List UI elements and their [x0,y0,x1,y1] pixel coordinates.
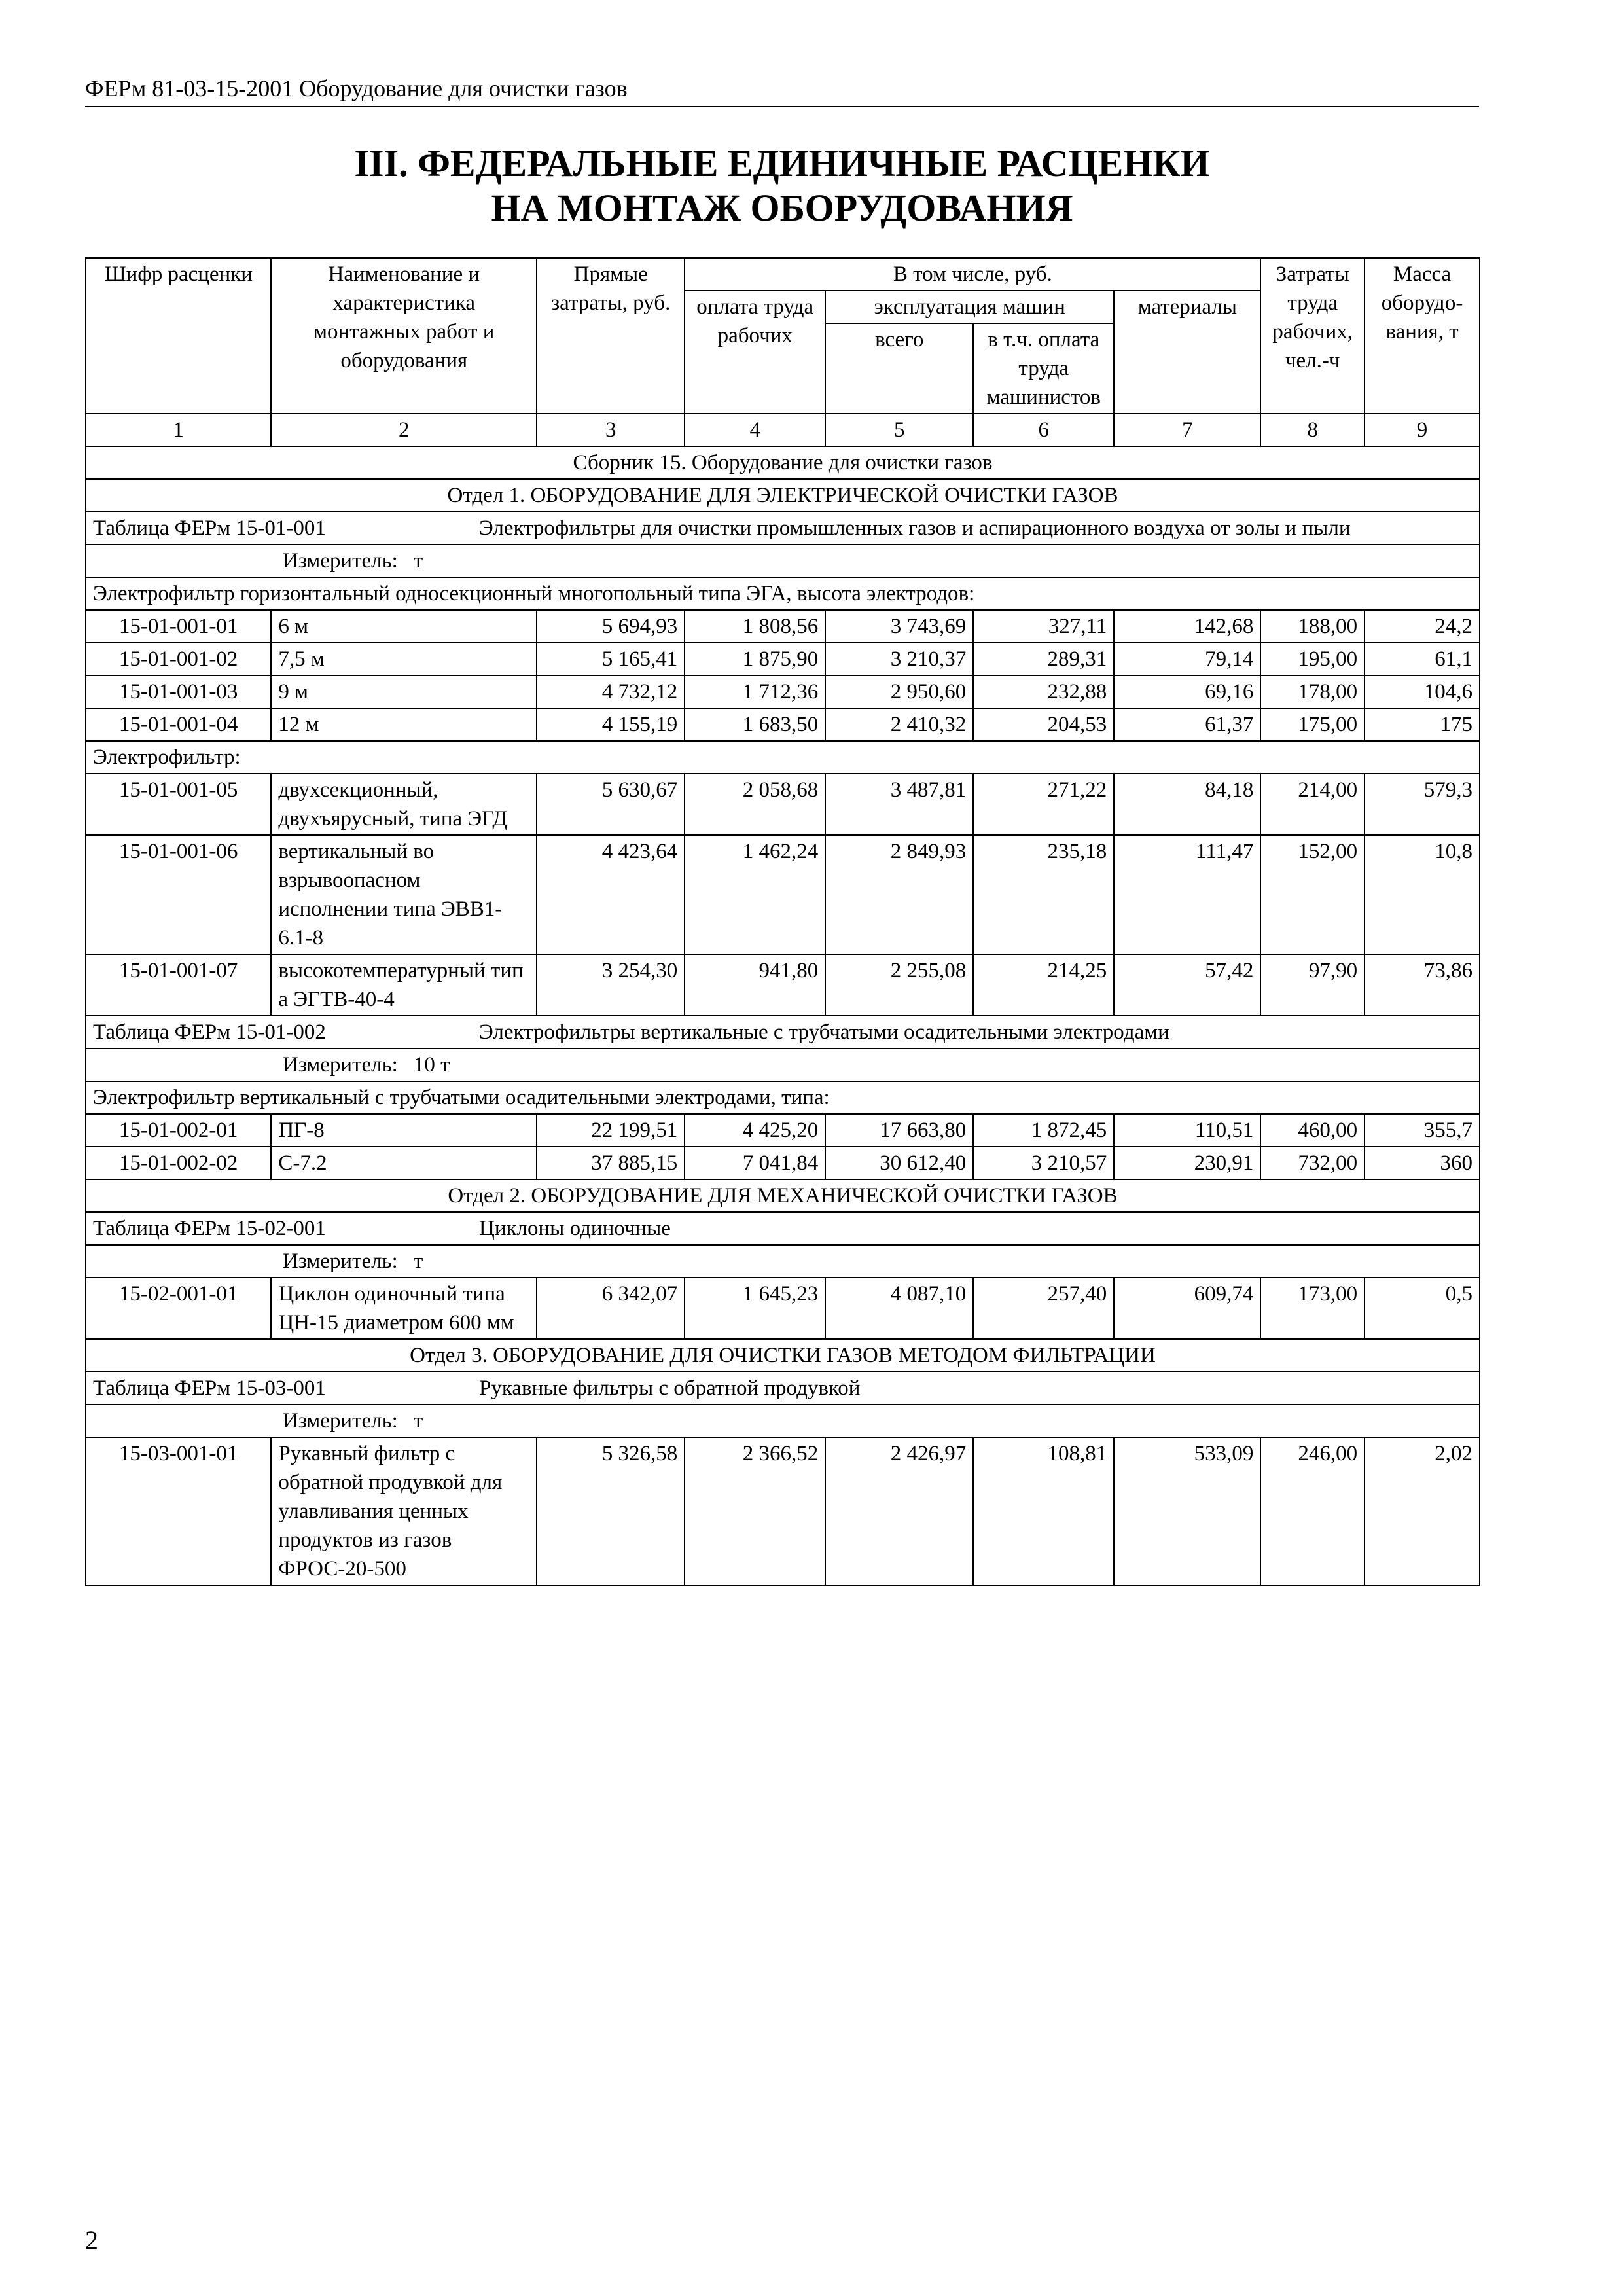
rate-code: 15-01-001-02 [86,643,271,675]
mass: 104,6 [1364,675,1480,708]
column-number: 3 [537,414,685,446]
table-row [86,1147,1480,1179]
column-number: 5 [825,414,973,446]
table-row [86,675,1480,708]
machines-total: 2 410,32 [825,708,973,741]
machines-total: 30 612,40 [825,1147,973,1179]
machines-total: 2 255,08 [825,954,973,1016]
labor: 460,00 [1260,1114,1364,1147]
rate-name: высокотемпературный типа ЭГТВ-40-4 [271,954,537,1016]
table-id: Таблица ФЕРм 15-02-001 [93,1217,326,1240]
header-including: В том числе, руб. [685,258,1260,291]
machinist-wages: 235,18 [973,835,1114,954]
table-header [86,258,1480,446]
table-name: Электрофильтры для очистки промышленных газов и аспирационного воздуха от золы и пыли [479,516,1351,540]
mass: 73,86 [1364,954,1480,1016]
machinist-wages: 108,81 [973,1437,1114,1585]
direct-costs: 22 199,51 [537,1114,685,1147]
section-title: Отдел 1. ОБОРУДОВАНИЕ ДЛЯ ЭЛЕКТРИЧЕСКОЙ ОЧИСТКИ ГАЗОВ [86,479,1480,512]
meter-label: Измеритель: [283,549,398,573]
machinist-wages: 289,31 [973,643,1114,675]
materials: 61,37 [1114,708,1260,741]
machinist-wages: 214,25 [973,954,1114,1016]
rate-code: 15-01-002-02 [86,1147,271,1179]
labor: 188,00 [1260,610,1364,643]
mass: 360 [1364,1147,1480,1179]
labor: 175,00 [1260,708,1364,741]
materials: 79,14 [1114,643,1260,675]
header-name: Наименование и характеристика монтажных работ и оборудования [271,258,537,414]
materials: 84,18 [1114,774,1260,835]
direct-costs: 4 155,19 [537,708,685,741]
wages: 1 683,50 [685,708,825,741]
direct-costs: 6 342,07 [537,1278,685,1339]
rate-code: 15-01-001-07 [86,954,271,1016]
labor: 214,00 [1260,774,1364,835]
machinist-wages: 204,53 [973,708,1114,741]
rate-name: 9 м [271,675,537,708]
table-row [86,610,1480,643]
rates-table [85,257,1480,1586]
table-row [86,774,1480,835]
wages: 2 058,68 [685,774,825,835]
machines-total: 2 849,93 [825,835,973,954]
column-numbers-row [86,414,1480,446]
machines-total: 3 487,81 [825,774,973,835]
section-title: Отдел 2. ОБОРУДОВАНИЕ ДЛЯ МЕХАНИЧЕСКОЙ ОЧИСТКИ ГАЗОВ [86,1179,1480,1212]
wages: 1 712,36 [685,675,825,708]
page-number: 2 [85,2225,98,2255]
machinist-wages: 327,11 [973,610,1114,643]
column-number: 6 [973,414,1114,446]
table-title [86,1016,1480,1049]
mass: 24,2 [1364,610,1480,643]
rate-name: ПГ-8 [271,1114,537,1147]
column-number: 1 [86,414,271,446]
column-number: 8 [1260,414,1364,446]
group-heading: Электрофильтр: [86,741,1480,774]
labor: 178,00 [1260,675,1364,708]
direct-costs: 5 630,67 [537,774,685,835]
mass: 2,02 [1364,1437,1480,1585]
materials: 110,51 [1114,1114,1260,1147]
page-title [85,141,1479,230]
machines-total: 3 743,69 [825,610,973,643]
materials: 142,68 [1114,610,1260,643]
machines-total: 4 087,10 [825,1278,973,1339]
column-number: 9 [1364,414,1480,446]
table-name: Электрофильтры вертикальные с трубчатыми осадительными электродами [479,1020,1169,1044]
wages: 1 645,23 [685,1278,825,1339]
materials: 609,74 [1114,1278,1260,1339]
machinist-wages: 271,22 [973,774,1114,835]
direct-costs: 4 732,12 [537,675,685,708]
header-mass: Масса оборудо-вания, т [1364,258,1480,414]
direct-costs: 5 326,58 [537,1437,685,1585]
collection-title: Сборник 15. Оборудование для очистки газов [86,446,1480,479]
running-head: ФЕРм 81-03-15-2001 Оборудование для очистки газов [85,73,1479,107]
rate-code: 15-03-001-01 [86,1437,271,1585]
machines-total: 17 663,80 [825,1114,973,1147]
machinist-wages: 232,88 [973,675,1114,708]
table-title [86,1372,1480,1405]
meter-value: т [413,1249,423,1273]
direct-costs: 4 423,64 [537,835,685,954]
direct-costs: 5 165,41 [537,643,685,675]
machines-total: 2 426,97 [825,1437,973,1585]
rate-name: С-7.2 [271,1147,537,1179]
machinist-wages: 3 210,57 [973,1147,1114,1179]
materials: 230,91 [1114,1147,1260,1179]
section-title: Отдел 3. ОБОРУДОВАНИЕ ДЛЯ ОЧИСТКИ ГАЗОВ МЕТОДОМ ФИЛЬТРАЦИИ [86,1339,1480,1372]
meter-label: Измеритель: [283,1053,398,1077]
rate-name: 6 м [271,610,537,643]
rate-code: 15-01-001-05 [86,774,271,835]
header-machines: эксплуатация машин [825,291,1114,323]
group-heading: Электрофильтр горизонтальный односекционный многопольный типа ЭГА, высота электродов: [86,577,1480,610]
mass: 10,8 [1364,835,1480,954]
labor: 97,90 [1260,954,1364,1016]
machinist-wages: 257,40 [973,1278,1114,1339]
direct-costs: 3 254,30 [537,954,685,1016]
wages: 4 425,20 [685,1114,825,1147]
wages: 2 366,52 [685,1437,825,1585]
meter-row [86,1405,1480,1437]
meter-row [86,545,1480,577]
header-machines-total: всего [825,323,973,414]
table-row [86,708,1480,741]
table-id: Таблица ФЕРм 15-01-001 [93,516,326,540]
table-row [86,835,1480,954]
table-title [86,1212,1480,1245]
table-row [86,643,1480,675]
table-row [86,1437,1480,1585]
header-code: Шифр расценки [86,258,271,414]
page-title-line-2: НА МОНТАЖ ОБОРУДОВАНИЯ [491,187,1073,229]
page-title-line-1: III. ФЕДЕРАЛЬНЫЕ ЕДИНИЧНЫЕ РАСЦЕНКИ [354,142,1210,185]
labor: 195,00 [1260,643,1364,675]
table-row [86,1114,1480,1147]
column-number: 7 [1114,414,1260,446]
table-row [86,954,1480,1016]
column-number: 2 [271,414,537,446]
materials: 57,42 [1114,954,1260,1016]
header-materials: материалы [1114,291,1260,414]
materials: 69,16 [1114,675,1260,708]
meter-row [86,1245,1480,1278]
wages: 941,80 [685,954,825,1016]
wages: 1 462,24 [685,835,825,954]
meter-value: т [413,1409,423,1433]
labor: 173,00 [1260,1278,1364,1339]
materials: 533,09 [1114,1437,1260,1585]
rate-name: Циклон одиночный типа ЦН-15 диаметром 600 мм [271,1278,537,1339]
machines-total: 2 950,60 [825,675,973,708]
materials: 111,47 [1114,835,1260,954]
mass: 355,7 [1364,1114,1480,1147]
header-machinist-wages: в т.ч. оплата труда машинистов [973,323,1114,414]
table-name: Рукавные фильтры с обратной продувкой [479,1376,861,1400]
rate-name: Рукавный фильтр с обратной продувкой для улавливания ценных продуктов из газов ФРОС-20-500 [271,1437,537,1585]
rate-code: 15-01-001-06 [86,835,271,954]
labor: 732,00 [1260,1147,1364,1179]
rate-name: двухсекционный, двухъярусный, типа ЭГД [271,774,537,835]
rate-code: 15-01-001-04 [86,708,271,741]
direct-costs: 5 694,93 [537,610,685,643]
wages: 1 808,56 [685,610,825,643]
group-heading: Электрофильтр вертикальный с трубчатыми осадительными электродами, типа: [86,1081,1480,1114]
direct-costs: 37 885,15 [537,1147,685,1179]
meter-label: Измеритель: [283,1409,398,1433]
table-title [86,512,1480,545]
mass: 61,1 [1364,643,1480,675]
table-name: Циклоны одиночные [479,1217,671,1240]
table-row [86,1278,1480,1339]
table-id: Таблица ФЕРм 15-03-001 [93,1376,326,1400]
header-wages: оплата труда рабочих [685,291,825,414]
mass: 0,5 [1364,1278,1480,1339]
mass: 579,3 [1364,774,1480,835]
wages: 7 041,84 [685,1147,825,1179]
rate-code: 15-02-001-01 [86,1278,271,1339]
meter-row [86,1049,1480,1081]
column-number: 4 [685,414,825,446]
labor: 246,00 [1260,1437,1364,1585]
wages: 1 875,90 [685,643,825,675]
meter-label: Измеритель: [283,1249,398,1273]
rate-name: 7,5 м [271,643,537,675]
machines-total: 3 210,37 [825,643,973,675]
machinist-wages: 1 872,45 [973,1114,1114,1147]
header-labor: Затраты труда рабочих, чел.-ч [1260,258,1364,414]
header-direct-costs: Прямые затраты, руб. [537,258,685,414]
rate-name: 12 м [271,708,537,741]
labor: 152,00 [1260,835,1364,954]
rate-code: 15-01-001-03 [86,675,271,708]
meter-value: т [413,549,423,573]
table-id: Таблица ФЕРм 15-01-002 [93,1020,326,1044]
rate-code: 15-01-001-01 [86,610,271,643]
mass: 175 [1364,708,1480,741]
meter-value: 10 т [413,1053,450,1077]
rate-code: 15-01-002-01 [86,1114,271,1147]
rate-name: вертикальный во взрывоопасном исполнении типа ЭВВ1-6.1-8 [271,835,537,954]
